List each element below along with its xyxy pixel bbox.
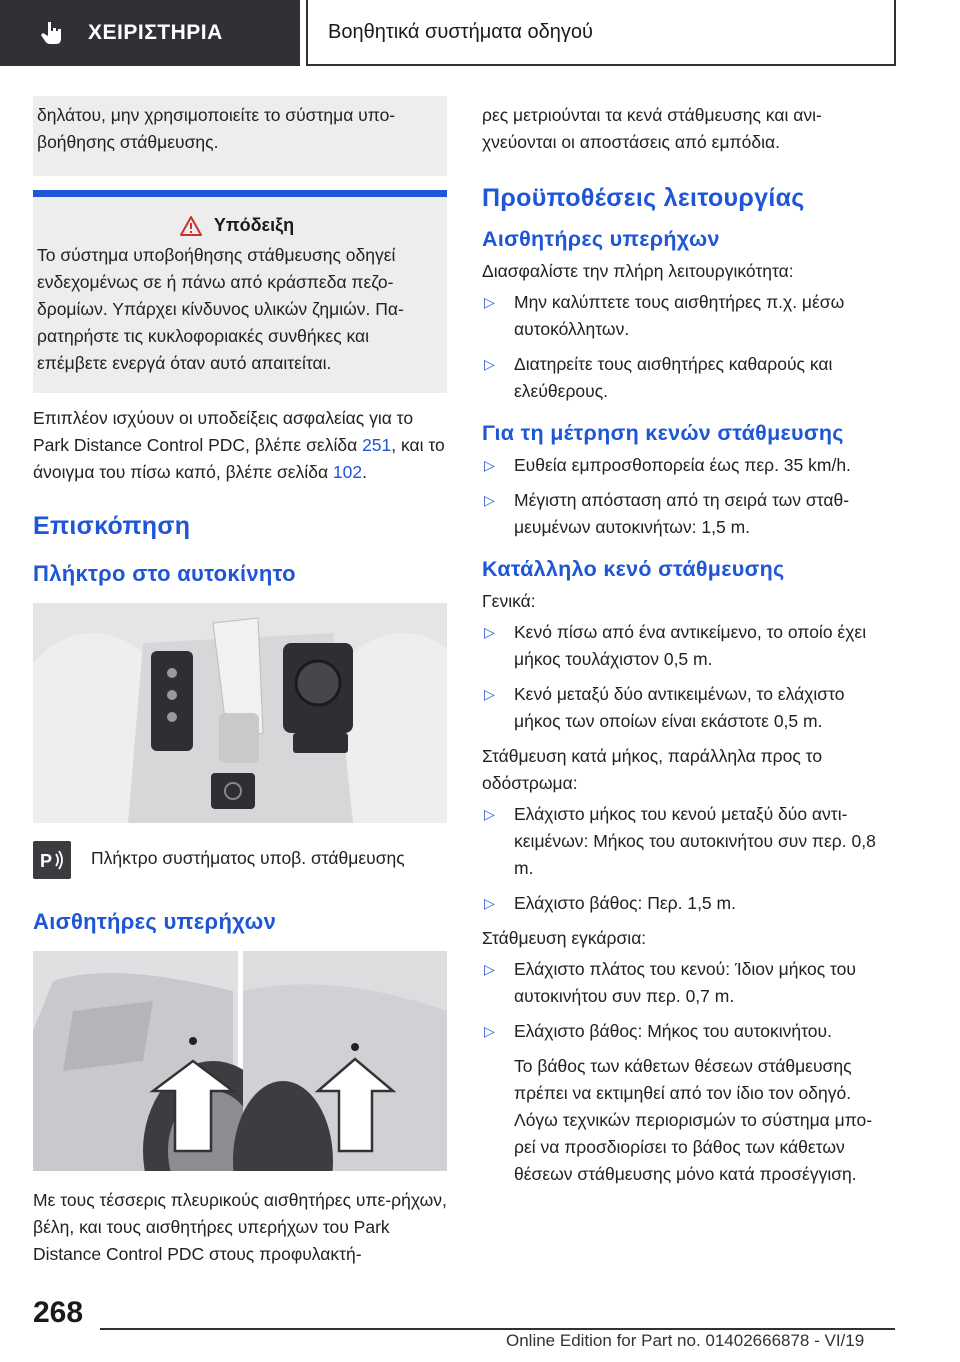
intro-text: δηλάτου, μην χρησιμοποιείτε το σύστημα υπο-βοήθησης στάθμευσης. — [37, 105, 396, 152]
button-heading: Πλήκτρο στο αυτοκίνητο — [33, 561, 296, 586]
perp-list — [482, 956, 892, 1045]
edition-text: Online Edition for Part no. 01402666878 - VI/19 — [506, 1331, 865, 1350]
sensors-heading-left: Αισθητήρες υπερήχων — [33, 909, 277, 934]
triangle-bullet-icon: ▷ — [484, 457, 495, 473]
list-item: ▷ Κενό πίσω από ένα αντικείμενο, το οποίο έχει μήκος τουλάχιστον 0,5 m. — [482, 619, 892, 673]
perp-label: Στάθμευση εγκάρσια: — [482, 928, 647, 948]
sensor-photos — [33, 951, 447, 1171]
warning-icon — [180, 216, 202, 236]
list-item: ▷ Ελάχιστο βάθος: Μήκος του αυτοκινήτου. — [482, 1018, 892, 1045]
sensors-intro: Διασφαλίστε την πλήρη λειτουργικότητα: — [482, 261, 794, 281]
note-title: Υπόδειξη — [213, 215, 295, 235]
gap-heading: Κατάλληλο κενό στάθμευσης — [482, 557, 785, 581]
sensors-list — [482, 289, 892, 405]
triangle-bullet-icon: ▷ — [484, 961, 495, 977]
continued-text: ρες μετριούνται τα κενά στάθμευσης και ανι-χνεύονται οι αποστάσεις από εμπόδια. — [482, 105, 822, 152]
triangle-bullet-icon: ▷ — [484, 492, 495, 508]
chapter-tab — [306, 0, 896, 66]
list-item: ▷ Ευθεία εμπροσθοπορεία έως περ. 35 km/h. — [482, 452, 892, 479]
safety-text-1: Επιπλέον ισχύουν οι υποδείξεις ασφαλείας για το Park Distance Control PDC, βλέπε σελίδα — [33, 408, 414, 455]
triangle-bullet-icon: ▷ — [484, 895, 495, 911]
section-tab — [0, 0, 300, 66]
list-item: ▷ Μην καλύπτετε τους αισθητήρες π.χ. μέσω αυτοκόλλητων. — [482, 289, 892, 343]
overview-heading: Επισκόπηση — [33, 512, 191, 540]
measure-list — [482, 452, 892, 541]
center-console-photo — [33, 603, 447, 823]
list-item: ▷ Ελάχιστο μήκος του κενού μεταξύ δύο αντι-κειμένων: Μήκος του αυτοκινήτου συν περ. 0,8 m. — [482, 801, 892, 882]
page-link-251[interactable]: 251 — [362, 435, 392, 455]
general-label: Γενικά: — [482, 591, 536, 611]
console-illustration — [33, 603, 447, 823]
list-item: ▷ Ελάχιστο βάθος: Περ. 1,5 m. — [482, 890, 892, 917]
section-title: ΧΕΙΡΙΣΤΗΡΙΑ — [88, 21, 223, 44]
perp-note: Το βάθος των κάθετων θέσεων στάθμευσης πρέπει να εκτιμηθεί από τον ίδιο τον οδηγό. Λόγω τεχνικών περιορισμών το σύστημα μπο-ρεί να προσδιορίσει το βάθος των κάθετων θέσεων στάθμευσης μόνο κατά προσέγγιση. — [514, 1056, 873, 1184]
triangle-bullet-icon: ▷ — [484, 1023, 495, 1039]
prereq-heading: Προϋποθέσεις λειτουργίας — [482, 184, 805, 212]
sensor-illustration — [33, 951, 447, 1171]
page-link-102[interactable]: 102 — [332, 462, 363, 482]
triangle-bullet-icon: ▷ — [484, 294, 495, 310]
triangle-bullet-icon: ▷ — [484, 806, 495, 822]
page-number: 268 — [33, 1296, 84, 1329]
right-column — [482, 96, 892, 1188]
page-header — [0, 0, 960, 66]
list-item: ▷ Διατηρείτε τους αισθητήρες καθαρούς και ελεύθερους. — [482, 351, 892, 405]
safety-paragraph — [33, 405, 447, 486]
hand-pointer-icon — [40, 20, 66, 46]
note-box — [33, 190, 447, 393]
parallel-list — [482, 801, 892, 917]
left-column — [33, 96, 447, 1268]
parallel-label: Στάθμευση κατά μήκος, παράλληλα προς το οδόστρωμα: — [482, 746, 823, 793]
triangle-bullet-icon: ▷ — [484, 624, 495, 640]
intro-box — [33, 96, 447, 176]
photo-caption — [33, 841, 447, 879]
triangle-bullet-icon: ▷ — [484, 356, 495, 372]
list-item: ▷ Ελάχιστο πλάτος του κενού: Ίδιον μήκος του αυτοκινήτου συν περ. 0,7 m. — [482, 956, 892, 1010]
safety-text-2: , και το άνοιγμα του πίσω καπό, βλέπε σελίδα — [33, 435, 445, 482]
triangle-bullet-icon: ▷ — [484, 686, 495, 702]
park-assist-button-icon — [33, 841, 71, 879]
chapter-title: Βοηθητικά συστήματα οδηγού — [328, 20, 593, 43]
footer-rule — [100, 1328, 895, 1330]
caption-text: Πλήκτρο συστήματος υποβ. στάθμευσης — [91, 848, 405, 868]
sensors-text: Με τους τέσσερις πλευρικούς αισθητήρες υπε-ρήχων, βέλη, και τους αισθητήρες υπερήχων του Park Distance Control PDC στους προφυλακτή- — [33, 1190, 447, 1264]
list-item: ▷ Μέγιστη απόσταση από τη σειρά των σταθ-μευμένων αυτοκινήτων: 1,5 m. — [482, 487, 892, 541]
note-header — [37, 215, 437, 236]
note-text: Το σύστημα υποβοήθησης στάθμευσης οδηγεί ενδεχομένως σε ή πάνω από κράσπεδα πεζο-δρομίων. Υπάρχει κίνδυνος υλικών ζημιών. Πα-ρατηρήστε τις κυκλοφοριακές συνθήκες και επέμβετε ενεργά όταν αυτό απαιτείται. — [37, 245, 404, 373]
measure-heading: Για τη μέτρηση κενών στάθμευσης — [482, 421, 844, 445]
list-item: ▷ Κενό μεταξύ δύο αντικειμένων, το ελάχιστο μήκος των οποίων είναι εκάστοτε 0,5 m. — [482, 681, 892, 735]
safety-text-3: . — [362, 462, 367, 482]
svg-text:P: P — [40, 851, 53, 871]
sensors-heading-right: Αισθητήρες υπερήχων — [482, 227, 720, 251]
general-list — [482, 619, 892, 735]
